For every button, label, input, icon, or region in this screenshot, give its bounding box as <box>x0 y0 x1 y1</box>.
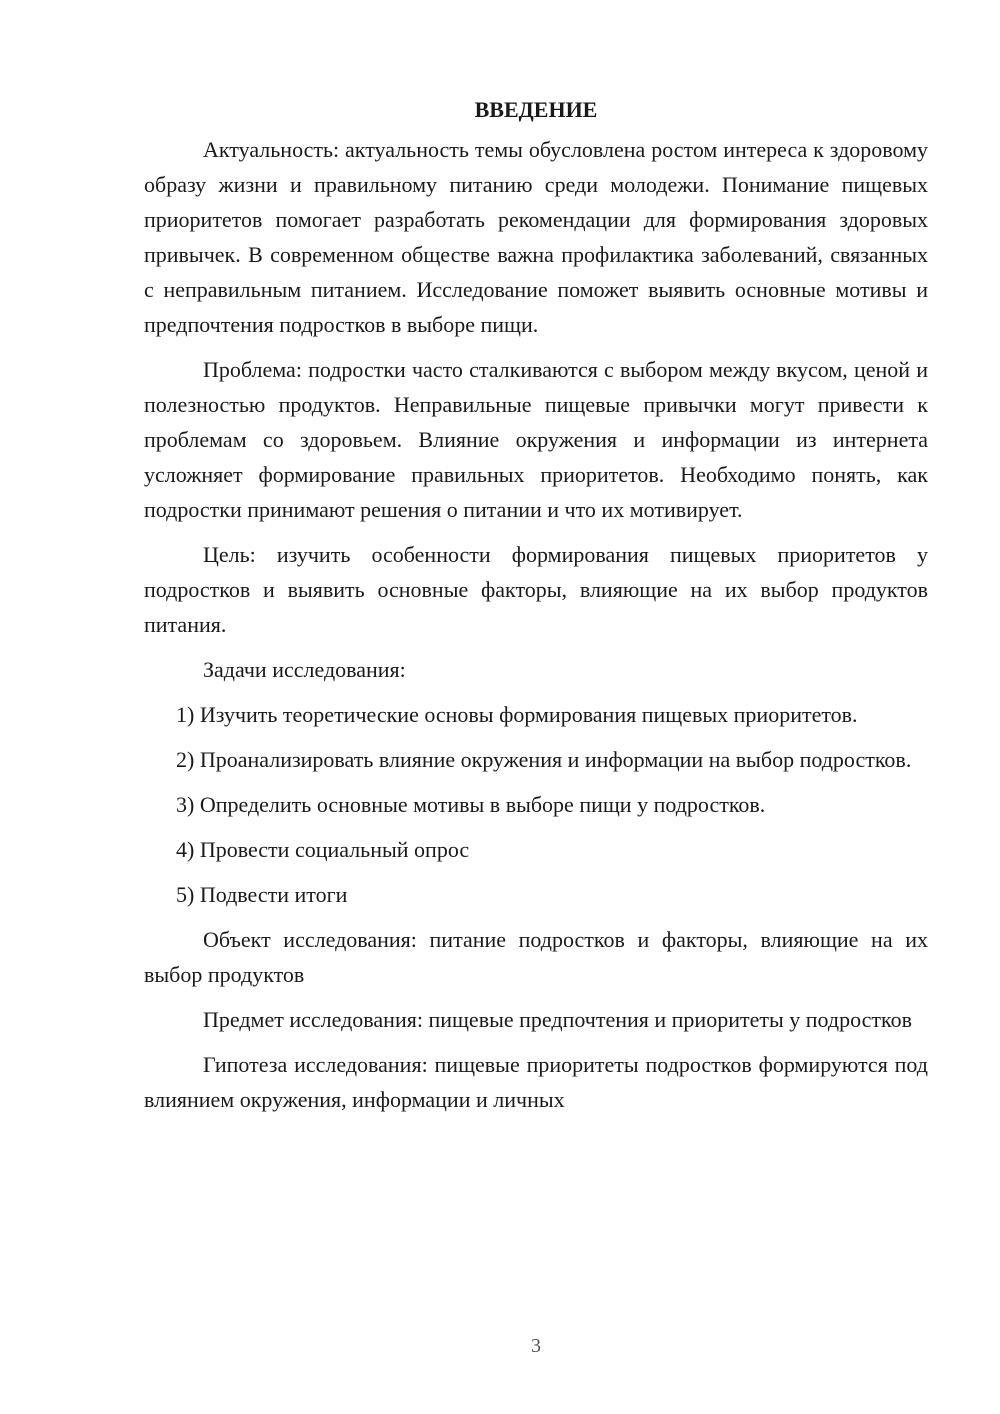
list-item: 4) Провести социальный опрос <box>176 837 470 862</box>
paragraph-hypothesis: Гипотеза исследования: пищевые приоритеты подростков формируются под влиянием окружения, информации и личных <box>144 1052 928 1112</box>
paragraph-relevance: Актуальность: актуальность темы обусловлена ростом интереса к здоровому образу жизни и правильному питанию среди молодежи. Понимание пищевых приоритетов помогает разработать рекомендации для формирования здоровых привычек. В современном обществе важна профилактика заболеваний, связанных с неправильным питанием. Исследование поможет выявить основные мотивы и предпочтения подростков в выборе пищи. <box>144 137 928 337</box>
document-body <box>144 92 928 1127</box>
paragraph-problem: Проблема: подростки часто сталкиваются с выбором между вкусом, ценой и полезностью продуктов. Неправильные пищевые привычки могут привести к проблемам со здоровьем. Влияние окружения и информации из интернета усложняет формирование правильных приоритетов. Необходимо понять, как подростки принимают решения о питании и что их мотивирует. <box>144 357 928 522</box>
paragraph-object: Объект исследования: питание подростков и факторы, влияющие на их выбор продуктов <box>144 927 928 987</box>
list-item: 2) Проанализировать влияние окружения и информации на выбор подростков. <box>176 747 912 772</box>
list-item: 1) Изучить теоретические основы формирования пищевых приоритетов. <box>176 702 858 727</box>
task-list <box>144 697 928 912</box>
page-number: 3 <box>531 1335 541 1357</box>
list-item: 3) Определить основные мотивы в выборе пищи у подростков. <box>176 792 766 817</box>
paragraph-goal: Цель: изучить особенности формирования пищевых приоритетов у подростков и выявить основные факторы, влияющие на их выбор продуктов питания. <box>144 542 928 637</box>
list-item: 5) Подвести итоги <box>176 882 348 907</box>
tasks-heading: Задачи исследования: <box>203 657 406 682</box>
page-title: ВВЕДЕНИЕ <box>474 97 598 122</box>
paragraph-subject: Предмет исследования: пищевые предпочтения и приоритеты у подростков <box>203 1007 912 1032</box>
